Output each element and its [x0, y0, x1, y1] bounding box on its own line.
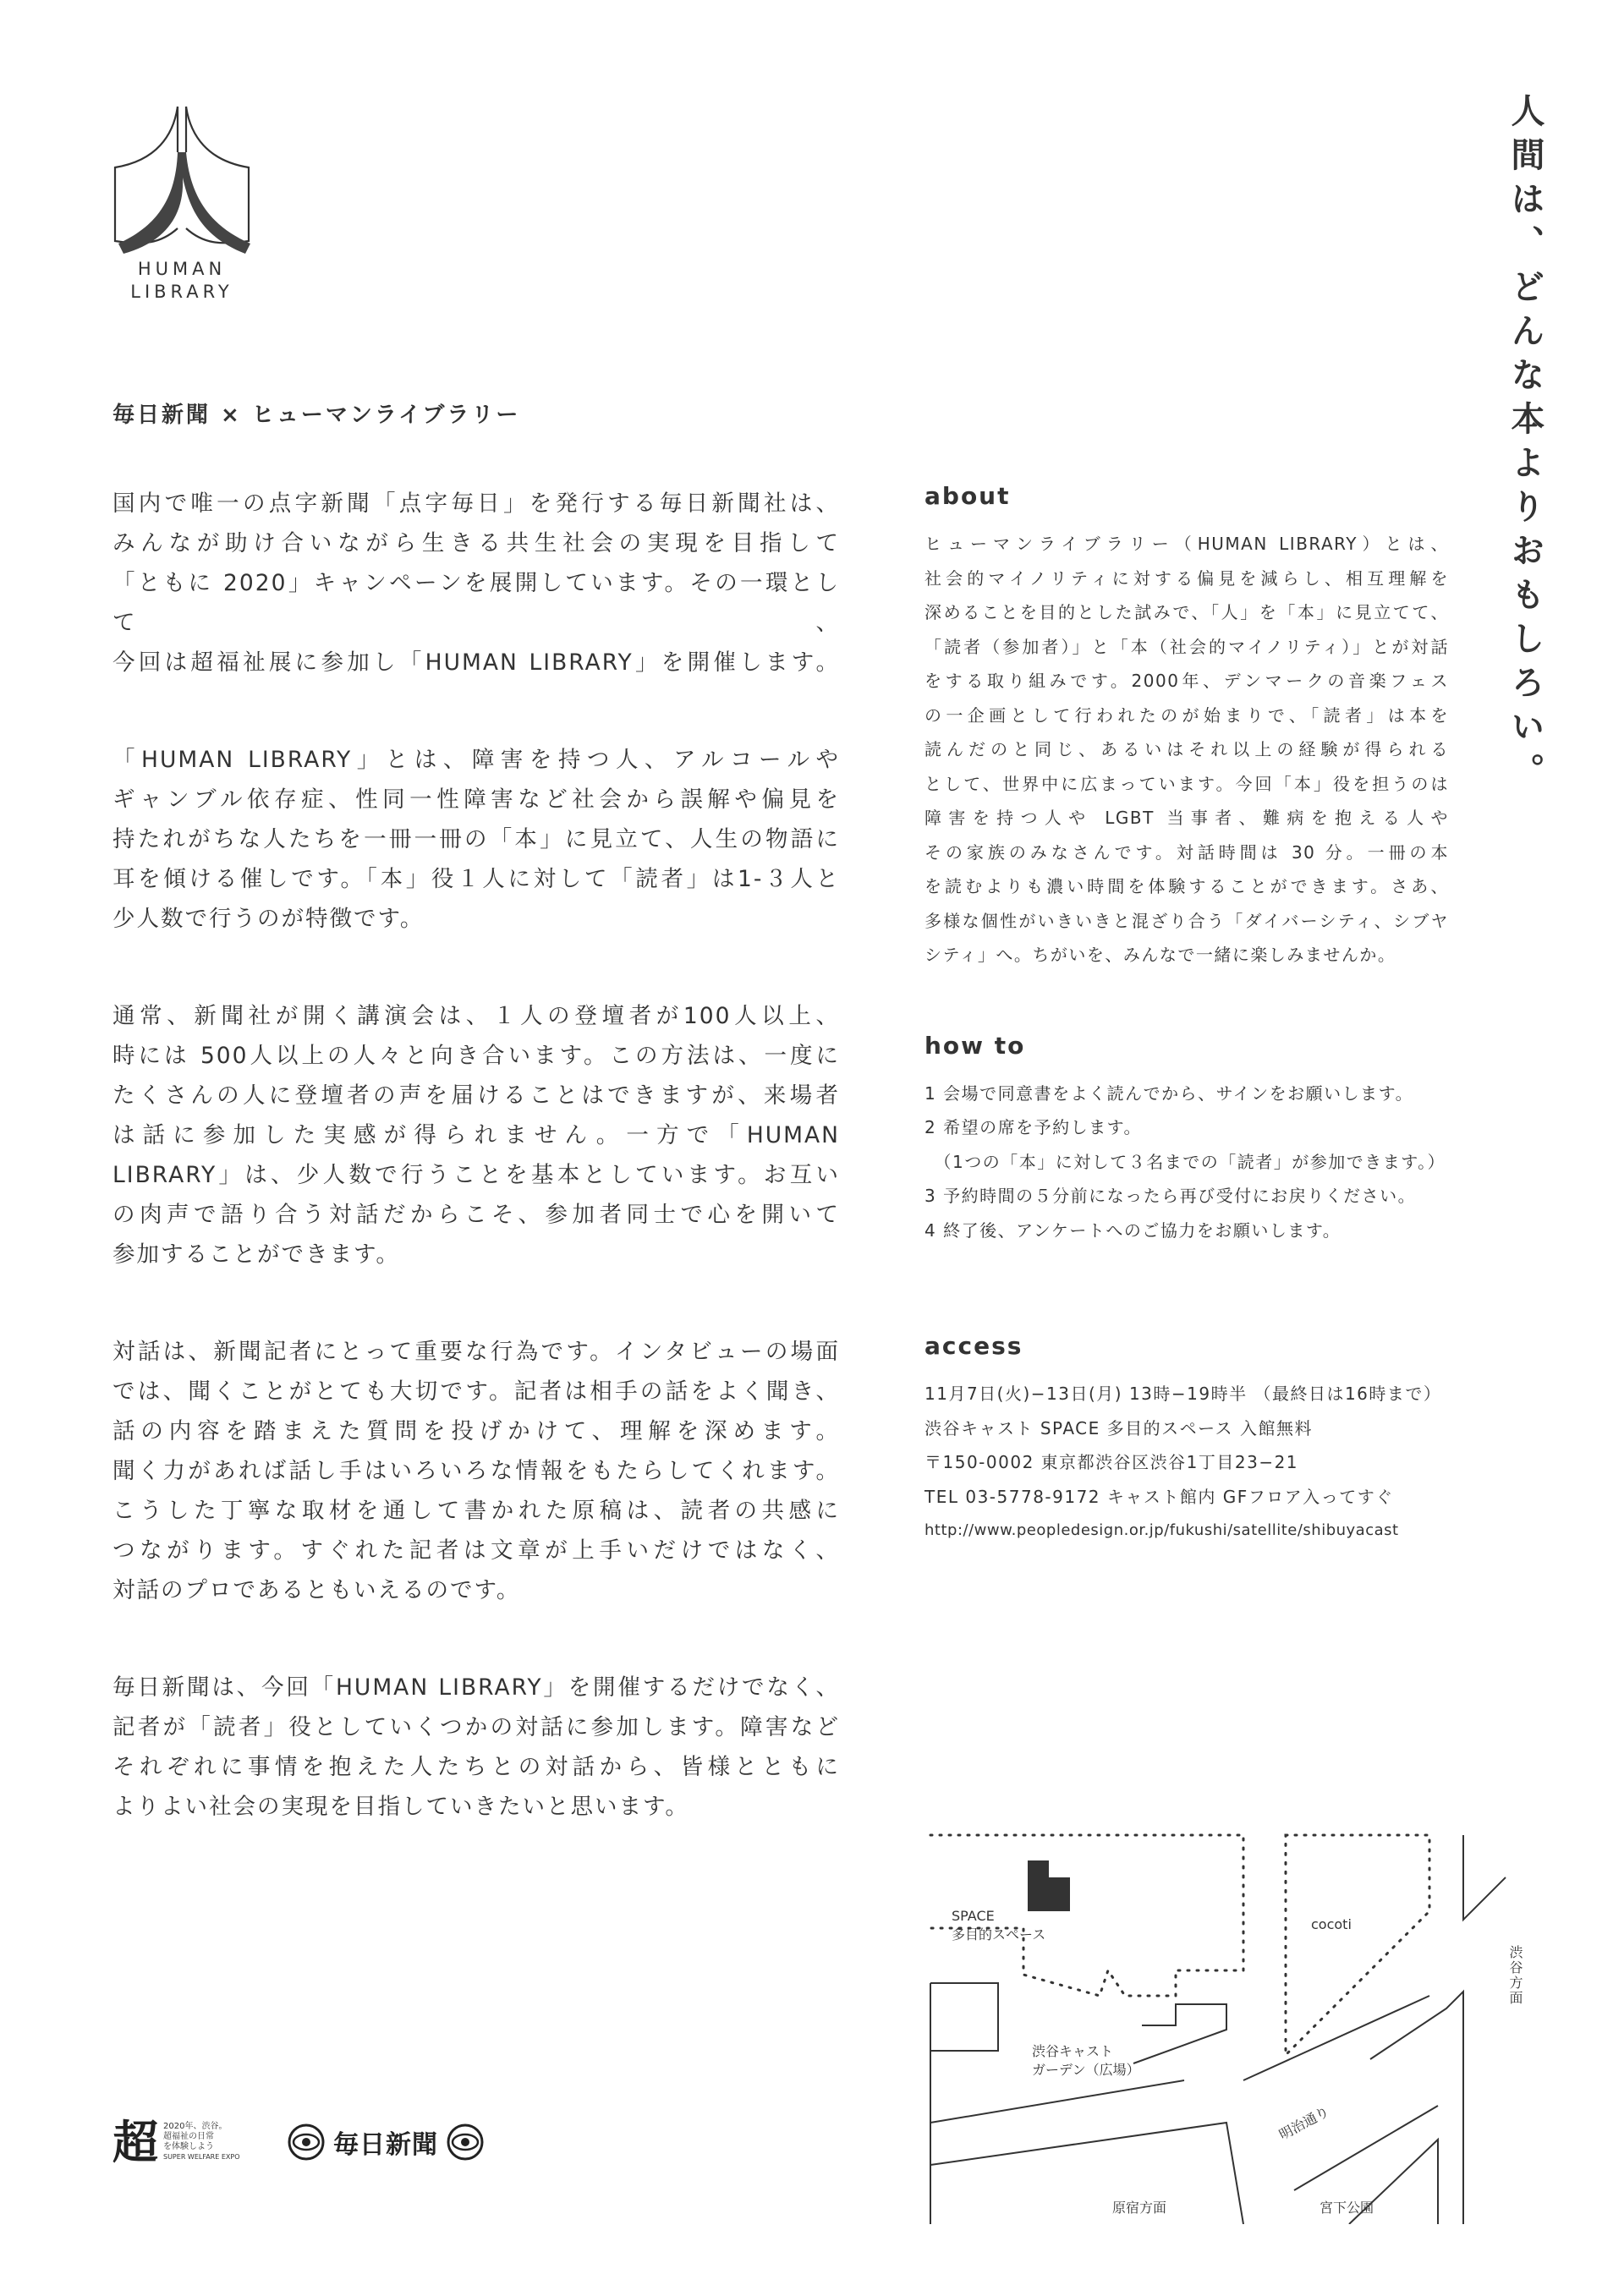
- article-paragraph: [112, 740, 840, 939]
- access-address: 〒150-0002 東京都渋谷区渋谷1丁目23−21: [924, 1452, 1299, 1472]
- article-line: 参加することができます。: [112, 1241, 400, 1268]
- article-paragraph: [112, 1668, 840, 1827]
- article-paragraph: [112, 484, 840, 682]
- main-article: [112, 484, 840, 1884]
- open-book-person-icon: [110, 101, 254, 258]
- map-label-space: [952, 1907, 1045, 1944]
- map-label-garden-line2: ガーデン（広場）: [1032, 2062, 1140, 2078]
- article-line: 対話のプロであるともいえるのです。: [112, 1577, 521, 1603]
- about-line: 社会的マイノリティに対する偏見を減らし、相互理解を: [924, 567, 1449, 589]
- article-line: みんなが助け合いながら生きる共生社会の実現を目指して: [112, 530, 840, 556]
- about-line: 読んだのと同じ、あるいはそれ以上の経験が得られる: [924, 739, 1449, 759]
- article-line: つながります。すぐれた記者は文章が上手いだけではなく、: [112, 1537, 840, 1564]
- article-line: では、聞くことがとても大切です。記者は相手の話をよく聞き、: [112, 1378, 840, 1405]
- expo-line-en: SUPER WELFARE EXPO: [163, 2152, 240, 2161]
- article-line: 耳を傾ける催しです。「本」役１人に対して「読者」は1-３人と: [112, 866, 840, 892]
- map-label-harajuku-direction: 原宿方面: [1112, 2200, 1167, 2216]
- mainichi-name: 毎日新聞: [333, 2129, 438, 2160]
- about-line: 障害を持つ人や LGBT 当事者、難病を抱える人や: [924, 808, 1449, 828]
- about-line: として、世界中に広まっています。今回「本」役を担うのは: [924, 773, 1449, 794]
- map-drawing: [922, 1827, 1548, 2224]
- mainichi-logo: [288, 2118, 484, 2165]
- article-line: 少人数で行うのが特徴です。: [112, 906, 425, 932]
- super-welfare-expo-logo: [112, 2114, 248, 2169]
- article-paragraph: [112, 1332, 840, 1610]
- article-line: 聞く力があれば話し手はいろいろな情報をもたらしてくれます。: [112, 1458, 840, 1484]
- article-line: よりよい社会の実現を目指していきたいと思います。: [112, 1794, 689, 1820]
- article-line: は話に参加した実感が得られません。一方で「HUMAN: [112, 1122, 840, 1148]
- mainichi-eye-icon: [447, 2123, 484, 2161]
- about-line: 深めることを目的とした試みで、「人」を「本」に見立てて、: [924, 602, 1449, 622]
- article-line: たくさんの人に登壇者の声を届けることはできますが、来場者: [112, 1082, 840, 1109]
- about-line: 「読者（参加者）」と「本（社会的マイノリティ）」とが対話: [924, 636, 1449, 657]
- map-label-meiji-dori: 明治通り: [1276, 2103, 1332, 2143]
- map-label-miyashita-park: 宮下公園: [1320, 2200, 1374, 2216]
- howto-step-note: （1つの「本」に対して３名までの「読者」が参加できます。）: [924, 1151, 1446, 1172]
- article-line: ギャンブル依存症、性同一性障害など社会から誤解や偏見を: [112, 786, 840, 813]
- about-title: about: [924, 482, 1011, 510]
- article-line: 通常、新聞社が開く講演会は、１人の登壇者が100人以上、: [112, 1003, 840, 1029]
- logo-text-human: HUMAN: [137, 259, 227, 279]
- howto-title: how to: [924, 1031, 1026, 1060]
- about-line: シティ」へ。ちがいを、みんなで一緒に楽しみませんか。: [924, 945, 1396, 965]
- article-line: それぞれに事情を抱えた人たちとの対話から、皆様とともに: [112, 1754, 840, 1780]
- howto-step: 4 終了後、アンケートへのご協力をお願いします。: [924, 1219, 1341, 1241]
- expo-line: 2020年、渋谷。: [163, 2121, 228, 2131]
- access-section: [924, 1332, 1449, 1548]
- venue-map: [922, 1827, 1548, 2224]
- map-label-shibuya-direction: 渋谷方面: [1507, 1945, 1523, 2006]
- map-label-cocoti: cocoti: [1311, 1916, 1352, 1932]
- about-line: を読むよりも濃い時間を体験することができます。さあ、: [924, 876, 1449, 896]
- expo-text: [163, 2122, 240, 2162]
- mainichi-eye-icon: [288, 2123, 325, 2161]
- article-line: 国内で唯一の点字新聞「点字毎日」を発行する毎日新聞社は、: [112, 490, 840, 517]
- article-line: 「ともに 2020」キャンペーンを展開しています。その一環として、: [112, 570, 840, 636]
- article-line: 今回は超福祉展に参加し「HUMAN LIBRARY」を開催します。: [112, 649, 840, 676]
- about-line: をする取り組みです。2000年、デンマークの音楽フェス: [924, 671, 1449, 691]
- space-building-marker: [1028, 1860, 1070, 1911]
- expo-mark-glyph: 超: [112, 2114, 158, 2169]
- about-line: の一企画として行われたのが始まりで、「読者」は本を: [924, 704, 1449, 726]
- article-line: こうした丁寧な取材を通して書かれた原稿は、読者の共感に: [112, 1498, 840, 1524]
- article-line: 話の内容を踏まえた質問を投げかけて、理解を深めます。: [112, 1418, 840, 1444]
- article-line: 持たれがちな人たちを一冊一冊の「本」に見立て、人生の物語に: [112, 826, 840, 852]
- about-section: [924, 482, 1449, 973]
- article-line: 時には 500人以上の人々と向き合います。この方法は、一度に: [112, 1043, 840, 1069]
- howto-section: [924, 1032, 1449, 1248]
- about-line: 多様な個性がいきいきと混ざり合う「ダイバーシティ、シブヤ: [924, 910, 1449, 931]
- page-subtitle: 毎日新聞 × ヒューマンライブラリー: [112, 403, 521, 428]
- access-url-link[interactable]: http://www.peopledesign.or.jp/fukushi/satellite/shibuyacast: [924, 1521, 1399, 1539]
- map-label-garden: [1032, 2042, 1140, 2080]
- howto-step: 2 希望の席を予約します。: [924, 1117, 1142, 1137]
- access-dates: 11月7日(火)−13日(月) 13時−19時半 （最終日は16時まで）: [924, 1384, 1442, 1404]
- expo-line: 超福祉の日常: [163, 2131, 214, 2141]
- article-line: LIBRARY」は、少人数で行うことを基本としています。お互い: [112, 1162, 840, 1188]
- howto-step: 3 予約時間の５分前になったら再び受付にお戻りください。: [924, 1186, 1417, 1206]
- article-line: 毎日新聞は、今回「HUMAN LIBRARY」を開催するだけでなく、: [112, 1674, 840, 1701]
- logo-text-library: LIBRARY: [130, 282, 233, 302]
- vertical-headline: 人間は、どんな本よりおもしろい。: [1506, 93, 1544, 797]
- human-library-logo: [110, 101, 254, 321]
- about-line: ヒューマンライブラリー（HUMAN LIBRARY）とは、: [924, 534, 1449, 554]
- about-line: その家族のみなさんです。対話時間は 30 分。一冊の本: [924, 841, 1449, 863]
- article-line: 「HUMAN LIBRARY」とは、障害を持つ人、アルコールや: [112, 747, 840, 773]
- access-title: access: [924, 1332, 1023, 1360]
- article-paragraph: [112, 996, 840, 1274]
- map-label-space-en: SPACE: [952, 1908, 995, 1924]
- expo-line: を体験しよう: [163, 2141, 214, 2151]
- article-line: 対話は、新聞記者にとって重要な行為です。インタビューの場面: [112, 1339, 840, 1365]
- map-label-garden-line1: 渋谷キャスト: [1032, 2043, 1114, 2059]
- article-line: の肉声で語り合う対話だからこそ、参加者同士で心を開いて: [112, 1202, 840, 1228]
- info-column: [924, 482, 1449, 1608]
- map-label-space-jp: 多目的スペース: [952, 1926, 1046, 1943]
- howto-step: 1 会場で同意書をよく読んでから、サインをお願いします。: [924, 1082, 1414, 1104]
- access-phone: TEL 03-5778-9172 キャスト館内 GFフロア入ってすぐ: [924, 1486, 1394, 1507]
- access-venue: 渋谷キャスト SPACE 多目的スペース 入館無料: [924, 1417, 1313, 1438]
- article-line: 記者が「読者」役としていくつかの対話に参加します。障害など: [112, 1714, 840, 1740]
